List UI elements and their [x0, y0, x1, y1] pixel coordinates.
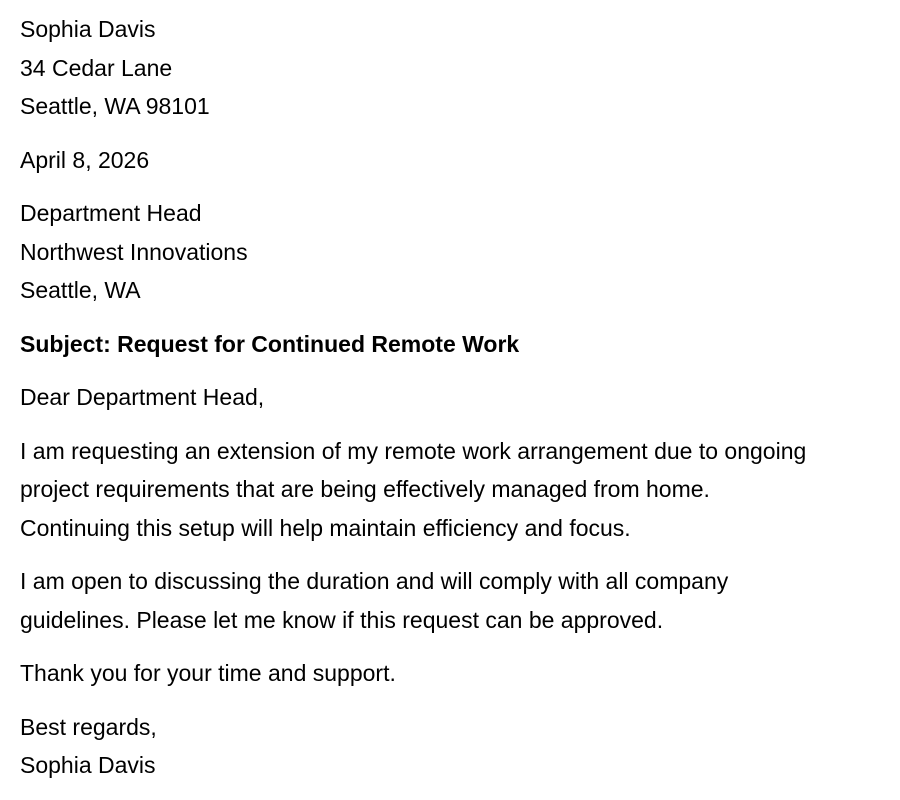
paragraph-2-line-1: I am open to discussing the duration and will comply with all company: [20, 568, 729, 594]
recipient-address: [20, 194, 890, 310]
body-paragraph-3: [20, 654, 890, 693]
paragraph-1-line-3: Continuing this setup will help maintain efficiency and focus.: [20, 514, 631, 541]
letter-date: [20, 141, 890, 180]
paragraph-1-line-2: project requirements that are being effectively managed from home.: [20, 476, 710, 502]
salutation: [20, 378, 890, 417]
body-paragraph-2: [20, 562, 890, 639]
closing-text: Best regards,: [20, 713, 157, 740]
recipient-title: Department Head: [20, 200, 202, 226]
sender-street: 34 Cedar Lane: [20, 54, 173, 81]
subject-text: Subject: Request for Continued Remote Work: [20, 330, 520, 357]
subject-line: [20, 325, 890, 364]
salutation-text: Dear Department Head,: [20, 384, 265, 410]
sender-address: [20, 10, 890, 126]
body-paragraph-1: [20, 432, 890, 548]
paragraph-2-line-2: guidelines. Please let me know if this request can be approved.: [20, 606, 664, 633]
signature-name: Sophia Davis: [20, 752, 156, 778]
letter: [20, 10, 890, 800]
recipient-city-state: Seattle, WA: [20, 277, 141, 303]
closing-block: [20, 708, 890, 785]
sender-city-state-zip: Seattle, WA 98101: [20, 93, 210, 119]
paragraph-3-text: Thank you for your time and support.: [20, 660, 396, 686]
paragraph-1-line-1: I am requesting an extension of my remote work arrangement due to ongoing: [20, 437, 807, 464]
sender-name: Sophia Davis: [20, 16, 156, 42]
date-text: April 8, 2026: [20, 146, 150, 173]
recipient-company: Northwest Innovations: [20, 238, 248, 265]
